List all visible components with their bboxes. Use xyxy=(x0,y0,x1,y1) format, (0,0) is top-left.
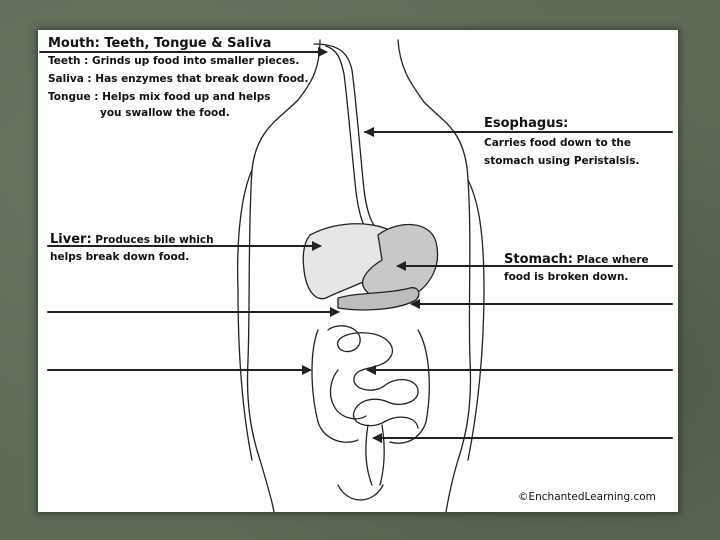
arrowhead-right-3 xyxy=(372,433,382,443)
stomach-label xyxy=(504,248,649,270)
liver-title: Liver: xyxy=(50,232,92,247)
esophagus-tube xyxy=(314,44,386,235)
liver-label xyxy=(50,228,214,250)
mouth-teeth: Teeth : Grinds up food into smaller pieces. xyxy=(48,55,300,67)
mouth-tongue-line-1: Tongue : Helps mix food up and helps xyxy=(48,91,271,103)
arrowhead-esophagus xyxy=(364,127,374,137)
arrowhead-right-2 xyxy=(366,365,376,375)
mouth-title: Mouth: Teeth, Tongue & Saliva xyxy=(48,36,272,51)
arrowhead-mouth xyxy=(318,47,328,57)
mouth-tongue-line-2: you swallow the food. xyxy=(100,107,230,119)
stomach-line-2: food is broken down. xyxy=(504,271,629,283)
small-intestine xyxy=(328,326,418,428)
esophagus-title: Esophagus: xyxy=(484,116,569,131)
esophagus-line-1: Carries food down to the xyxy=(484,137,632,149)
arm-left xyxy=(238,290,252,460)
esophagus-line-2: stomach using Peristalsis. xyxy=(484,155,640,167)
liver-line-1: Produces bile which xyxy=(91,234,214,246)
liver-line-2: helps break down food. xyxy=(50,251,190,263)
worksheet xyxy=(38,30,678,512)
mouth-saliva: Saliva : Has enzymes that break down food. xyxy=(48,73,309,85)
stomach-line-1: Place where xyxy=(573,254,649,266)
arrowhead-left-2 xyxy=(302,365,312,375)
crotch xyxy=(338,485,383,500)
shoulder-right xyxy=(468,180,484,290)
stomach-title: Stomach: xyxy=(504,252,573,267)
copyright-credit: ©EnchantedLearning.com xyxy=(518,491,656,503)
